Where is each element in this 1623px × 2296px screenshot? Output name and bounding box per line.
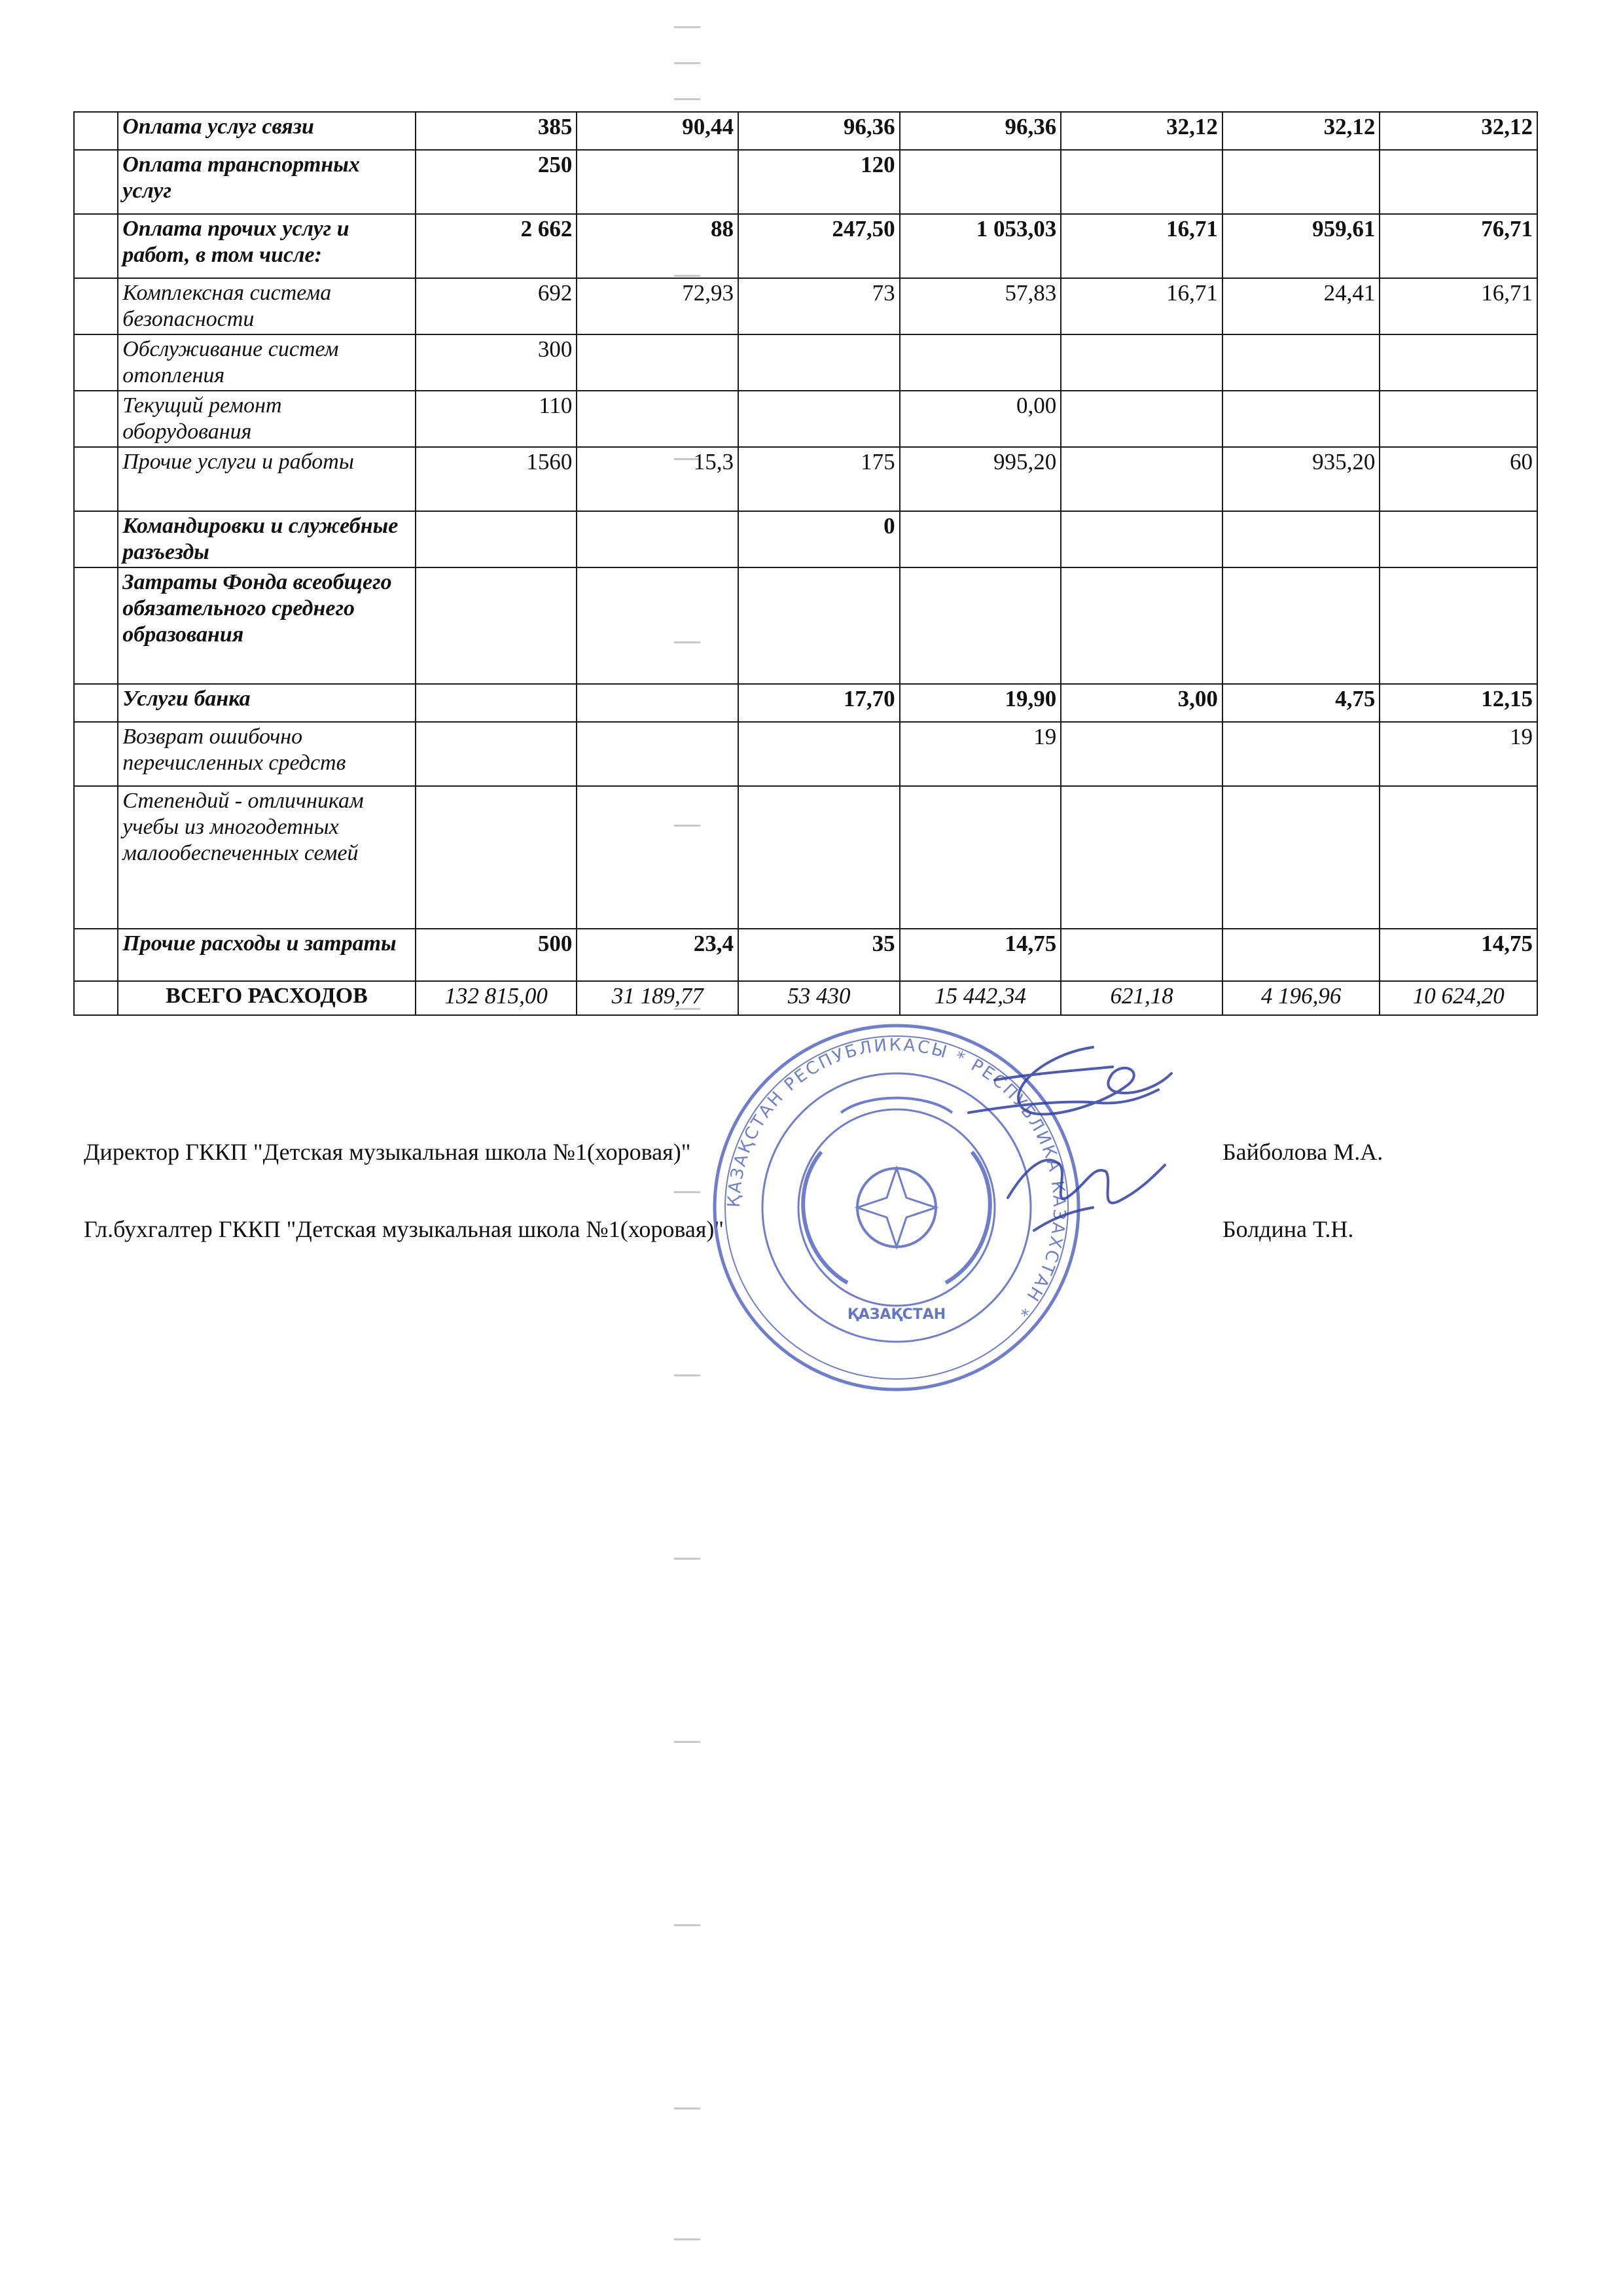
value-cell: [416, 511, 577, 567]
table-row: [74, 334, 1537, 391]
value-cell: [416, 786, 577, 929]
value-cell: [738, 567, 900, 684]
row-label: Комплексная система безопасности: [118, 278, 416, 334]
table-row: [74, 278, 1537, 334]
value-cell: 96,36: [900, 112, 1061, 150]
row-marker-cell: [74, 112, 118, 150]
row-marker-cell: [74, 567, 118, 684]
row-marker-cell: [74, 722, 118, 786]
value-cell: 15,3: [577, 447, 738, 511]
row-label: Возврат ошибочно перечисленных средств: [118, 722, 416, 786]
value-cell: [1380, 391, 1537, 447]
value-cell: [1222, 722, 1380, 786]
value-cell: 96,36: [738, 112, 900, 150]
value-cell: [1380, 150, 1537, 214]
row-label: Обслуживание систем отопления: [118, 334, 416, 391]
row-label: Прочие услуги и работы: [118, 447, 416, 511]
value-cell: 14,75: [900, 929, 1061, 981]
value-cell: [416, 567, 577, 684]
value-cell: 385: [416, 112, 577, 150]
accountant-title: Гл.бухгалтер ГККП "Детская музыкальная школа №1(хоровая)": [84, 1216, 724, 1242]
value-cell: 32,12: [1380, 112, 1537, 150]
row-label: Текущий ремонт оборудования: [118, 391, 416, 447]
value-cell: 19: [1380, 722, 1537, 786]
value-cell: [1380, 786, 1537, 929]
row-label: Прочие расходы и затраты: [118, 929, 416, 981]
table-row: [74, 447, 1537, 511]
table-row: [74, 150, 1537, 214]
value-cell: 72,93: [577, 278, 738, 334]
value-cell: [577, 391, 738, 447]
row-label: Командировки и служебные разъезды: [118, 511, 416, 567]
value-cell: 120: [738, 150, 900, 214]
value-cell: 76,71: [1380, 214, 1537, 278]
value-cell: [900, 786, 1061, 929]
value-cell: 175: [738, 447, 900, 511]
row-marker-cell: [74, 929, 118, 981]
value-cell: [1061, 447, 1222, 511]
value-cell: [1222, 786, 1380, 929]
value-cell: [900, 567, 1061, 684]
row-label: Оплата прочих услуг и работ, в том числе:: [118, 214, 416, 278]
value-cell: 88: [577, 214, 738, 278]
value-cell: [577, 786, 738, 929]
value-cell: 995,20: [900, 447, 1061, 511]
value-cell: 32,12: [1222, 112, 1380, 150]
value-cell: 16,71: [1380, 278, 1537, 334]
total-label: ВСЕГО РАСХОДОВ: [118, 981, 416, 1015]
accountant-name: Болдина Т.Н.: [1222, 1216, 1354, 1242]
value-cell: [1061, 334, 1222, 391]
value-cell: [900, 511, 1061, 567]
value-cell: 2 662: [416, 214, 577, 278]
value-cell: [1222, 150, 1380, 214]
row-marker-cell: [74, 391, 118, 447]
value-cell: [1380, 567, 1537, 684]
expense-table-body: [74, 112, 1537, 1015]
value-cell: [1222, 929, 1380, 981]
value-cell: 19: [900, 722, 1061, 786]
value-cell: [416, 722, 577, 786]
row-marker-cell: [74, 334, 118, 391]
table-row: [74, 214, 1537, 278]
row-marker-cell: [74, 684, 118, 722]
value-cell: [1222, 391, 1380, 447]
value-cell: 32,12: [1061, 112, 1222, 150]
row-marker-cell: [74, 150, 118, 214]
handwritten-signature: [929, 1034, 1191, 1270]
value-cell: 19,90: [900, 684, 1061, 722]
value-cell: 57,83: [900, 278, 1061, 334]
total-value-cell: 31 189,77: [577, 981, 738, 1015]
value-cell: 250: [416, 150, 577, 214]
table-row: [74, 786, 1537, 929]
value-cell: 1 053,03: [900, 214, 1061, 278]
value-cell: 1560: [416, 447, 577, 511]
table-row: [74, 929, 1537, 981]
value-cell: 35: [738, 929, 900, 981]
value-cell: 73: [738, 278, 900, 334]
total-value-cell: 15 442,34: [900, 981, 1061, 1015]
value-cell: 692: [416, 278, 577, 334]
value-cell: [577, 567, 738, 684]
stamp-outer-text: ҚАЗАҚСТАН РЕСПУБЛИКАСЫ * РЕСПУБЛИКА КАЗАХСТАН *: [724, 1035, 1069, 1321]
value-cell: [1061, 391, 1222, 447]
value-cell: 4,75: [1222, 684, 1380, 722]
total-row: [74, 981, 1537, 1015]
director-name: Байболова М.А.: [1222, 1139, 1383, 1165]
value-cell: [1061, 511, 1222, 567]
value-cell: [1222, 334, 1380, 391]
value-cell: [577, 334, 738, 391]
value-cell: [738, 722, 900, 786]
value-cell: [1380, 334, 1537, 391]
value-cell: [1061, 722, 1222, 786]
value-cell: 12,15: [1380, 684, 1537, 722]
table-row: [74, 722, 1537, 786]
value-cell: [577, 511, 738, 567]
value-cell: 16,71: [1061, 214, 1222, 278]
table-row: [74, 112, 1537, 150]
table-row: [74, 684, 1537, 722]
value-cell: 3,00: [1061, 684, 1222, 722]
value-cell: [900, 150, 1061, 214]
row-marker-cell: [74, 214, 118, 278]
table-row: [74, 391, 1537, 447]
value-cell: [1222, 567, 1380, 684]
value-cell: 300: [416, 334, 577, 391]
value-cell: [1380, 511, 1537, 567]
value-cell: 959,61: [1222, 214, 1380, 278]
value-cell: [1222, 511, 1380, 567]
value-cell: [738, 391, 900, 447]
value-cell: 17,70: [738, 684, 900, 722]
value-cell: [1061, 150, 1222, 214]
row-marker-cell: [74, 278, 118, 334]
director-title: Директор ГККП "Детская музыкальная школа №1(хоровая)": [84, 1139, 691, 1165]
value-cell: [900, 334, 1061, 391]
value-cell: 60: [1380, 447, 1537, 511]
value-cell: 500: [416, 929, 577, 981]
total-value-cell: 10 624,20: [1380, 981, 1537, 1015]
value-cell: [1061, 929, 1222, 981]
value-cell: 0,00: [900, 391, 1061, 447]
row-marker-cell: [74, 981, 118, 1015]
value-cell: 90,44: [577, 112, 738, 150]
value-cell: 14,75: [1380, 929, 1537, 981]
value-cell: 935,20: [1222, 447, 1380, 511]
stamp-center-text: ҚАЗАҚСТАН: [847, 1306, 946, 1323]
table-row: [74, 567, 1537, 684]
value-cell: [577, 722, 738, 786]
value-cell: 247,50: [738, 214, 900, 278]
value-cell: [577, 684, 738, 722]
value-cell: [738, 334, 900, 391]
expense-table: [73, 111, 1538, 1016]
value-cell: [416, 684, 577, 722]
value-cell: [1061, 786, 1222, 929]
value-cell: 16,71: [1061, 278, 1222, 334]
row-label: Оплата услуг связи: [118, 112, 416, 150]
total-value-cell: 132 815,00: [416, 981, 577, 1015]
value-cell: [738, 786, 900, 929]
total-value-cell: 4 196,96: [1222, 981, 1380, 1015]
table-row: [74, 511, 1537, 567]
row-label: Услуги банка: [118, 684, 416, 722]
value-cell: [1061, 567, 1222, 684]
row-marker-cell: [74, 447, 118, 511]
value-cell: 110: [416, 391, 577, 447]
total-value-cell: 621,18: [1061, 981, 1222, 1015]
row-label: Затраты Фонда всеобщего обязательного среднего образования: [118, 567, 416, 684]
row-label: Оплата транспортных услуг: [118, 150, 416, 214]
row-label: Степендий - отличникам учебы из многодетных малообеспеченных семей: [118, 786, 416, 929]
total-value-cell: 53 430: [738, 981, 900, 1015]
row-marker-cell: [74, 511, 118, 567]
value-cell: 23,4: [577, 929, 738, 981]
row-marker-cell: [74, 786, 118, 929]
value-cell: [577, 150, 738, 214]
value-cell: 24,41: [1222, 278, 1380, 334]
value-cell: 0: [738, 511, 900, 567]
